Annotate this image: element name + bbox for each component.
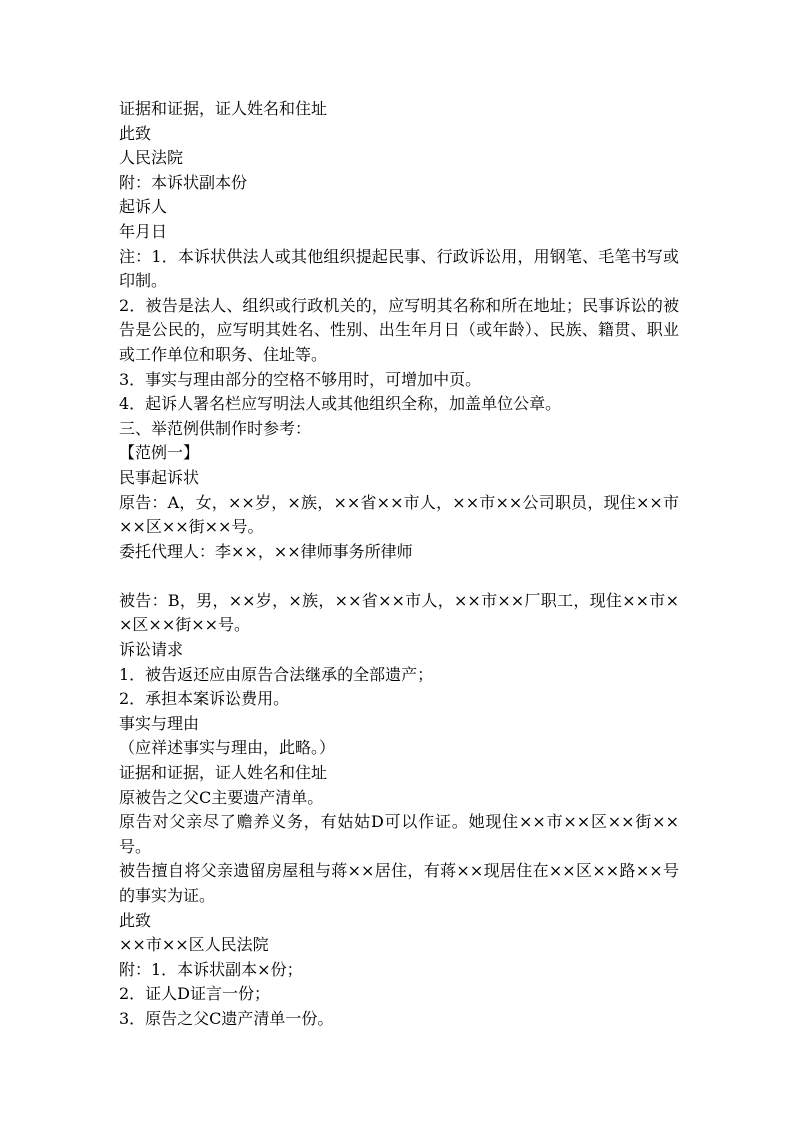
note-item-4: 4．起诉人署名栏应写明法人或其他组织全称，加盖单位公章。 xyxy=(119,394,562,414)
plaintiff-signature: 起诉人 xyxy=(119,197,168,217)
note-item-1: 注：1．本诉状供法人或其他组织提起民事、行政诉讼用，用钢笔、毛笔书写或印制。 xyxy=(119,246,679,291)
note-item-2: 2．被告是法人、组织或行政机关的，应写明其名称和所在地址；民事诉讼的被告是公民的，应写明其姓名、性别、出生年月日（或年龄）、民族、籍贯、职业或工作单位和职务、住址等。 xyxy=(119,295,679,364)
facts-heading: 事实与理由 xyxy=(119,713,200,733)
document-body xyxy=(119,97,679,1032)
court-addressee-2: ××市××区人民法院 xyxy=(119,935,269,955)
example-title: 民事起诉状 xyxy=(119,467,200,487)
evidence-heading: 证据和证据，证人姓名和住址 xyxy=(119,99,328,118)
claims-heading: 诉讼请求 xyxy=(119,640,184,660)
note-item-3: 3．事实与理由部分的空格不够用时，可增加中页。 xyxy=(119,369,482,389)
plaintiff-info: 原告：A，女，××岁，×族，××省××市人，××市××公司职员，现住××市××区××街××号。 xyxy=(119,492,679,537)
claim-item-1: 1．被告返还应由原告合法继承的全部遗产； xyxy=(119,664,434,684)
attachment-note: 附：本诉状副本份 xyxy=(119,172,248,192)
section-heading-examples: 三、举范例供制作时参考： xyxy=(119,418,312,438)
evidence-heading-2: 证据和证据，证人姓名和住址 xyxy=(119,763,328,783)
evidence-item-3: 被告擅自将父亲遗留房屋租与蒋××居住，有蒋××现居住在××区××路××号的事实为证。 xyxy=(119,861,679,905)
defendant-info: 被告：B，男，××岁，×族，××省××市人，××市××厂职工，现住××市××区××街××号。 xyxy=(119,590,679,635)
evidence-item-1: 原被告之父C主要遗产清单。 xyxy=(119,787,324,807)
court-addressee: 人民法院 xyxy=(119,148,184,168)
blank-line xyxy=(119,564,679,589)
claim-item-2: 2．承担本案诉讼费用。 xyxy=(119,689,290,709)
agent-info: 委托代理人：李××，××律师事务所律师 xyxy=(119,541,413,561)
salutation: 此致 xyxy=(119,123,152,143)
attachment-item-2: 2．证人D证言一份； xyxy=(119,984,271,1004)
date-line: 年月日 xyxy=(119,221,168,241)
evidence-item-2: 原告对父亲尽了赡养义务，有姑姑D可以作证。她现住××市××区××街××号。 xyxy=(119,812,679,856)
attachment-item-3: 3．原告之父C遗产清单一份。 xyxy=(119,1008,334,1028)
facts-placeholder: （应祥述事实与理由，此略。） xyxy=(119,738,336,758)
attachment-item-1: 附：1．本诉状副本×份； xyxy=(119,959,303,979)
example-label: 【范例一】 xyxy=(119,443,200,463)
salutation-2: 此致 xyxy=(119,910,152,930)
